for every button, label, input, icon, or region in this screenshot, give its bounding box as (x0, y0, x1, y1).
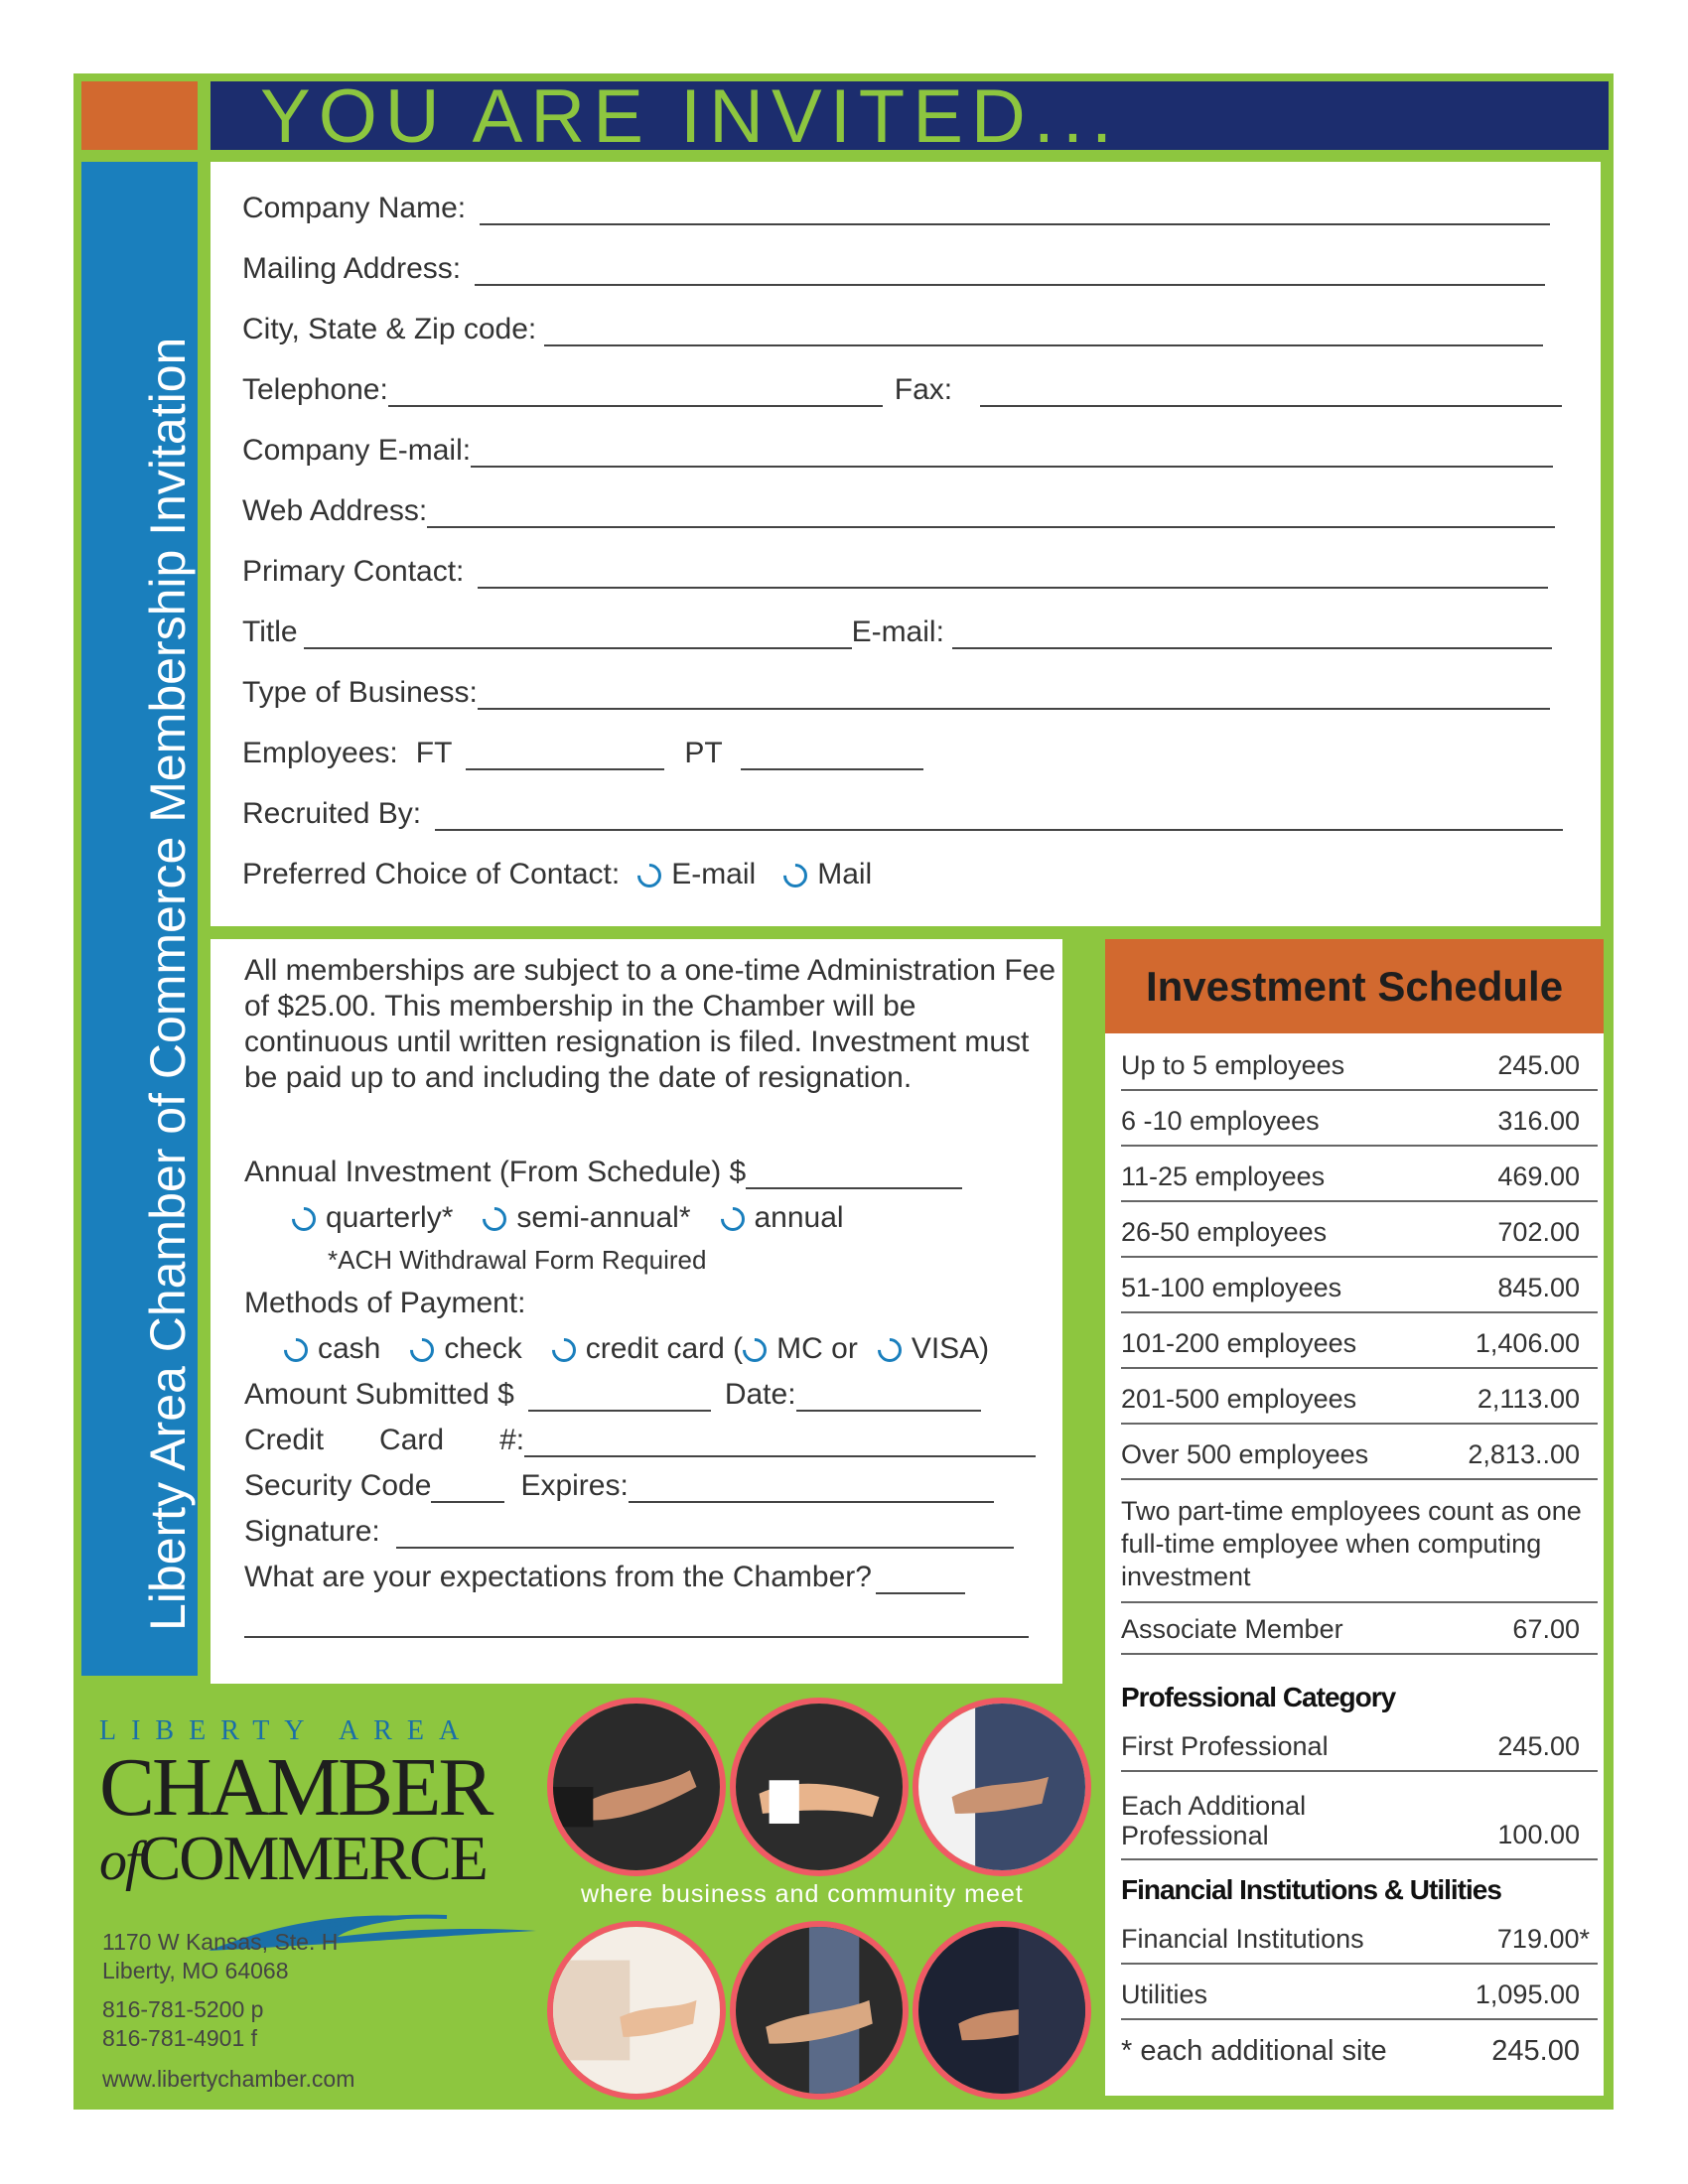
financial-institutions-row (1121, 1924, 1598, 1965)
credit-card-number-row (244, 1424, 1036, 1457)
first-professional-row (1121, 1731, 1598, 1772)
handshake-image-icon (918, 1704, 1085, 1870)
email-field[interactable] (952, 619, 1552, 649)
primary-contact-label: Primary Contact: (242, 555, 465, 588)
email-radio[interactable] (633, 859, 666, 892)
schedule-row (1121, 1161, 1598, 1202)
methods-label-row (244, 1287, 525, 1320)
check-radio[interactable] (405, 1333, 439, 1367)
title-field[interactable] (304, 619, 852, 649)
annual-investment-label: Annual Investment (From Schedule) $ (244, 1156, 747, 1188)
address-line-2: Liberty, MO 64068 (102, 1958, 289, 1983)
schedule-row-label: 51-100 employees (1121, 1273, 1342, 1302)
schedule-row-price: 469.00 (1497, 1161, 1580, 1191)
additional-site-label: * each additional site (1121, 2035, 1387, 2067)
website-link[interactable]: www.libertychamber.com (102, 2066, 355, 2092)
quarterly-radio[interactable] (287, 1202, 321, 1236)
schedule-row-price: 2,813..00 (1468, 1439, 1580, 1469)
annual-investment-field[interactable] (746, 1160, 962, 1189)
mailing-address-label: Mailing Address: (242, 252, 462, 285)
type-of-business-row (242, 666, 1550, 710)
card-number-field[interactable] (524, 1428, 1036, 1457)
each-additional-label: Each Additional Professional (1121, 1791, 1307, 1850)
amount-submitted-label: Amount Submitted $ (244, 1378, 514, 1411)
web-address-row (242, 484, 1555, 528)
logo-chamber: CHAMBER (99, 1741, 492, 1834)
city-state-zip-row (242, 303, 1543, 346)
utilities-price: 1,095.00 (1475, 1979, 1580, 2009)
schedule-row (1121, 1106, 1598, 1147)
city-state-zip-field[interactable] (544, 317, 1543, 346)
pt-label: PT (684, 737, 723, 769)
handshake-photo (547, 1698, 726, 1876)
first-professional-price: 245.00 (1497, 1731, 1580, 1761)
schedule-row-label: 201-500 employees (1121, 1384, 1357, 1414)
visa-label: VISA) (911, 1332, 990, 1365)
email-option-label: E-mail (671, 858, 757, 890)
ft-field[interactable] (466, 741, 664, 770)
annual-radio[interactable] (716, 1202, 750, 1236)
company-name-row (242, 182, 1550, 225)
cash-label: cash (318, 1332, 381, 1365)
associate-row (1121, 1614, 1598, 1655)
amount-submitted-field[interactable] (528, 1382, 711, 1412)
annual-label: annual (754, 1201, 844, 1234)
handshake-photo (547, 1921, 726, 2100)
sidebar-title: Liberty Area Chamber of Commerce Membership Invitation (140, 337, 196, 1631)
security-code-label: Security Code (244, 1469, 432, 1502)
first-professional-label: First Professional (1121, 1731, 1329, 1761)
preferred-contact-row (242, 848, 872, 891)
schedule-row-label: 11-25 employees (1121, 1161, 1326, 1191)
financial-heading: Financial Institutions & Utilities (1121, 1874, 1501, 1905)
additional-site-price: 245.00 (1491, 2035, 1580, 2067)
handshake-photo (730, 1921, 909, 2100)
handshake-image-icon (553, 1704, 720, 1870)
professional-heading: Professional Category (1121, 1682, 1396, 1712)
address-block (102, 1928, 338, 1985)
logo-commerce-line (99, 1823, 536, 1893)
methods-row (284, 1332, 989, 1366)
additional-site-row (1121, 2035, 1598, 2076)
cash-radio[interactable] (279, 1333, 313, 1367)
schedule-row-price: 1,406.00 (1475, 1328, 1580, 1358)
sidebar-banner (81, 162, 198, 1676)
web-address-field[interactable] (427, 498, 1555, 528)
associate-price: 67.00 (1512, 1614, 1580, 1644)
schedule-row-label: 101-200 employees (1121, 1328, 1357, 1358)
chamber-logo (99, 1715, 536, 1955)
check-label: check (444, 1332, 522, 1365)
page-title: YOU ARE INVITED... (260, 81, 1121, 150)
fax-number: 816-781-4901 f (102, 2025, 258, 2051)
telephone-row (242, 363, 1562, 407)
recruited-by-label: Recruited By: (242, 797, 422, 830)
security-expires-row (244, 1469, 994, 1503)
phone-block (102, 1995, 263, 2053)
web-address-label: Web Address: (242, 494, 428, 527)
date-label: Date: (724, 1378, 796, 1411)
handshake-image-icon (736, 1927, 903, 2094)
date-field[interactable] (796, 1382, 981, 1412)
expectations-row (244, 1561, 965, 1594)
schedule-heading: Investment Schedule (1105, 939, 1604, 1033)
type-of-business-field[interactable] (478, 680, 1550, 710)
address-line-1: 1170 W Kansas, Ste. H (102, 1929, 339, 1955)
expires-field[interactable] (629, 1473, 994, 1503)
mailing-address-field[interactable] (475, 256, 1545, 286)
primary-contact-row (242, 545, 1548, 589)
expectations-field[interactable] (876, 1565, 965, 1594)
associate-label: Associate Member (1121, 1614, 1343, 1644)
company-email-field[interactable] (471, 438, 1553, 468)
handshake-image-icon (736, 1704, 903, 1870)
type-of-business-label: Type of Business: (242, 676, 478, 709)
schedule-row (1121, 1050, 1598, 1091)
card-number-hash: #: (499, 1424, 525, 1456)
investment-schedule (1105, 939, 1604, 2096)
membership-terms: All memberships are subject to a one-time Administration Fee of $25.00. This membership in the Chamber will be continuous until written resignation is filed. Investment must be paid up to and including the date of resignation. (244, 954, 1056, 1094)
primary-contact-field[interactable] (478, 559, 1548, 589)
handshake-image-icon (553, 1927, 720, 2094)
expectations-row-2 (244, 1608, 1029, 1638)
handshake-photo (730, 1698, 909, 1876)
mc-radio[interactable] (738, 1333, 772, 1367)
signature-label: Signature: (244, 1515, 380, 1548)
quarterly-label: quarterly* (326, 1201, 454, 1234)
schedule-row-price: 702.00 (1497, 1217, 1580, 1247)
company-email-label: Company E-mail: (242, 434, 472, 467)
employees-label: Employees: (242, 737, 398, 769)
frequency-row (292, 1201, 844, 1235)
credit-label: Credit (244, 1424, 325, 1456)
header-bar (211, 81, 1609, 150)
handshake-photo (913, 1921, 1091, 2100)
payment-panel (211, 939, 1062, 1684)
schedule-row-price: 245.00 (1497, 1050, 1580, 1080)
schedule-row (1121, 1273, 1598, 1313)
amount-date-row (244, 1378, 981, 1412)
title-email-row (242, 606, 1552, 649)
company-form (211, 162, 1601, 926)
expectations-field-2[interactable] (244, 1608, 1029, 1638)
mc-label: MC or (776, 1332, 858, 1365)
mail-option-label: Mail (817, 858, 873, 890)
tagline: where business and community meet (581, 1880, 1024, 1908)
company-name-label: Company Name: (242, 192, 467, 224)
utilities-label: Utilities (1121, 1979, 1208, 2009)
semi-annual-radio[interactable] (478, 1202, 511, 1236)
credit-card-label: credit card ( (585, 1332, 744, 1365)
employees-row (242, 727, 923, 770)
recruited-by-field[interactable] (435, 801, 1563, 831)
schedule-row (1121, 1328, 1598, 1369)
recruited-by-row (242, 787, 1563, 831)
fax-field[interactable] (980, 377, 1562, 407)
pt-field[interactable] (741, 741, 923, 770)
schedule-row-price: 316.00 (1497, 1106, 1580, 1136)
utilities-row (1121, 1979, 1598, 2020)
schedule-row-label: Over 500 employees (1121, 1439, 1369, 1469)
schedule-row-label: 6 -10 employees (1121, 1106, 1320, 1136)
title-label: Title (242, 615, 298, 648)
handshake-image-icon (918, 1927, 1085, 2094)
expires-label: Expires: (520, 1469, 629, 1502)
part-time-note: Two part-time employees count as one full-time employee when computing investment (1121, 1495, 1598, 1603)
handshake-photo (913, 1698, 1091, 1876)
credit-card-radio[interactable] (547, 1333, 581, 1367)
financial-institutions-price: 719.00* (1496, 1924, 1590, 1954)
schedule-row (1121, 1384, 1598, 1425)
schedule-row-price: 2,113.00 (1477, 1384, 1580, 1414)
signature-row (244, 1515, 1014, 1549)
semi-annual-label: semi-annual* (516, 1201, 691, 1234)
card-label: Card (379, 1424, 445, 1456)
expectations-label: What are your expectations from the Chamber? (244, 1561, 872, 1593)
telephone-field[interactable] (388, 377, 883, 407)
schedule-row (1121, 1439, 1598, 1480)
ach-note: *ACH Withdrawal Form Required (328, 1245, 707, 1275)
visa-radio[interactable] (873, 1333, 907, 1367)
methods-label: Methods of Payment: (244, 1287, 526, 1319)
each-additional-price: 100.00 (1497, 1820, 1580, 1849)
each-additional-row (1121, 1791, 1598, 1860)
schedule-row-price: 845.00 (1497, 1273, 1580, 1302)
financial-institutions-label: Financial Institutions (1121, 1924, 1364, 1954)
preferred-contact-label: Preferred Choice of Contact: (242, 858, 621, 890)
city-state-zip-label: City, State & Zip code: (242, 313, 537, 345)
schedule-row-label: Up to 5 employees (1121, 1050, 1345, 1080)
company-email-row (242, 424, 1553, 468)
email-label: E-mail: (851, 615, 944, 648)
logo-commerce: COMMERCE (138, 1823, 487, 1893)
security-code-field[interactable] (431, 1473, 504, 1503)
signature-field[interactable] (396, 1519, 1014, 1549)
corner-accent (81, 81, 198, 150)
telephone-label: Telephone: (242, 373, 388, 406)
logo-of: of (99, 1831, 139, 1892)
phone-number: 816-781-5200 p (102, 1996, 264, 2022)
company-name-field[interactable] (480, 196, 1550, 225)
mailing-address-row (242, 242, 1545, 286)
mail-radio[interactable] (778, 859, 812, 892)
schedule-row-label: 26-50 employees (1121, 1217, 1328, 1247)
schedule-row (1121, 1217, 1598, 1258)
fax-label: Fax: (894, 373, 953, 406)
annual-investment-row (244, 1156, 962, 1189)
ft-label: FT (415, 737, 453, 769)
logo-liberty-area: LIBERTY AREA (99, 1715, 475, 1746)
